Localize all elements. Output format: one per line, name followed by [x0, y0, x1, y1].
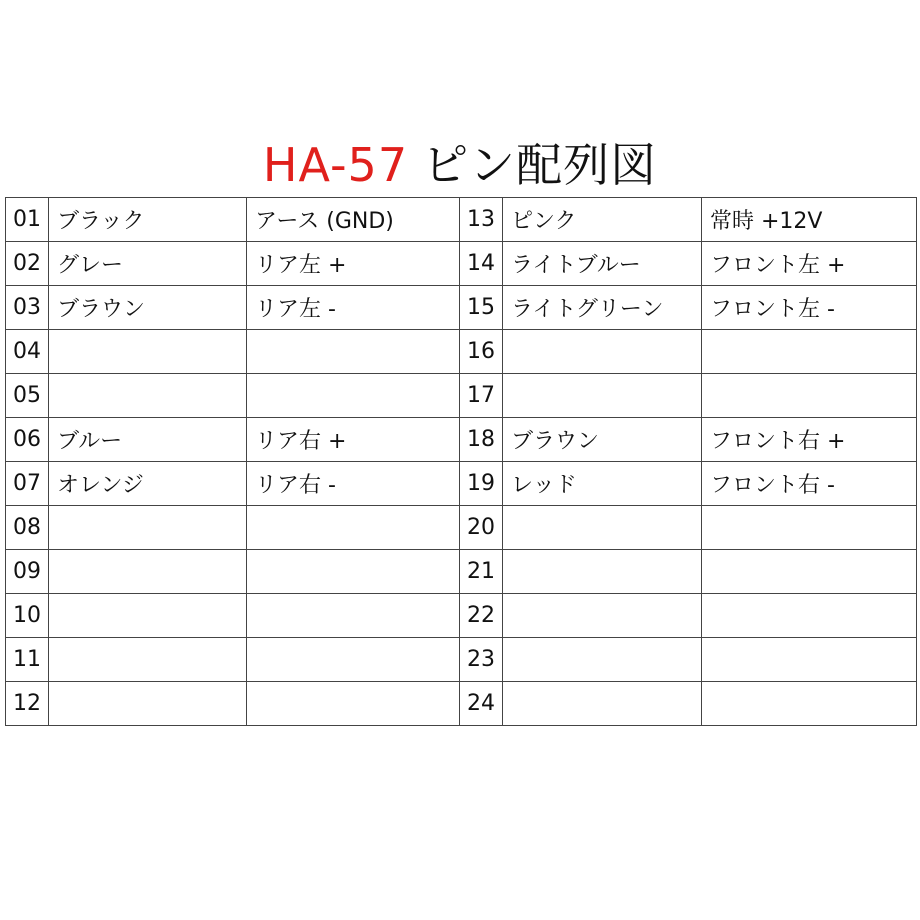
pin-function: [247, 374, 460, 418]
wire-color: [49, 682, 247, 726]
wire-color: [503, 682, 702, 726]
pin-function: [247, 594, 460, 638]
table-row: [6, 594, 917, 638]
wire-color: [49, 506, 247, 550]
pin-function: アース (GND): [247, 198, 460, 242]
model-name: HA-57: [262, 138, 409, 192]
pin-function: [702, 638, 917, 682]
pin-function: リア左 -: [247, 286, 460, 330]
pin-number: 05: [6, 374, 49, 418]
wire-color: ブラウン: [503, 418, 702, 462]
wire-color: [503, 374, 702, 418]
pin-number: 23: [460, 638, 503, 682]
table-row: [6, 638, 917, 682]
wire-color: [503, 594, 702, 638]
table-row: [6, 286, 917, 330]
pin-number: 15: [460, 286, 503, 330]
wire-color: ピンク: [503, 198, 702, 242]
pin-function: フロント左 -: [702, 286, 917, 330]
wire-color: [503, 330, 702, 374]
pin-function: [702, 330, 917, 374]
table-row: [6, 418, 917, 462]
wire-color: [503, 638, 702, 682]
pin-function: リア左 +: [247, 242, 460, 286]
pin-function: [702, 594, 917, 638]
pin-table-body: [6, 198, 917, 726]
pin-function: [247, 506, 460, 550]
pin-number: 04: [6, 330, 49, 374]
wire-color: [49, 594, 247, 638]
pin-number: 17: [460, 374, 503, 418]
pin-number: 19: [460, 462, 503, 506]
pin-function: [702, 550, 917, 594]
page-title: [0, 132, 920, 198]
pin-number: 13: [460, 198, 503, 242]
pin-function: [702, 682, 917, 726]
wire-color: [503, 550, 702, 594]
wire-color: [49, 638, 247, 682]
table-row: [6, 550, 917, 594]
pin-number: 22: [460, 594, 503, 638]
pin-number: 24: [460, 682, 503, 726]
title-label: ピン配列図: [422, 138, 658, 192]
pin-number: 18: [460, 418, 503, 462]
wire-color: [49, 550, 247, 594]
pin-number: 14: [460, 242, 503, 286]
pin-function: フロント右 -: [702, 462, 917, 506]
wire-color: [49, 330, 247, 374]
pin-function: [247, 330, 460, 374]
pin-number: 07: [6, 462, 49, 506]
wire-color: ライトグリーン: [503, 286, 702, 330]
pin-function: [247, 682, 460, 726]
pin-number: 20: [460, 506, 503, 550]
table-row: [6, 506, 917, 550]
pin-number: 09: [6, 550, 49, 594]
pin-function: [702, 506, 917, 550]
pin-number: 11: [6, 638, 49, 682]
wire-color: ブラック: [49, 198, 247, 242]
wire-color: オレンジ: [49, 462, 247, 506]
wire-color: [503, 506, 702, 550]
pin-function: フロント右 +: [702, 418, 917, 462]
pin-number: 21: [460, 550, 503, 594]
pin-number: 03: [6, 286, 49, 330]
pin-number: 06: [6, 418, 49, 462]
pin-number: 08: [6, 506, 49, 550]
wire-color: レッド: [503, 462, 702, 506]
pin-number: 12: [6, 682, 49, 726]
pin-function: [247, 550, 460, 594]
table-row: [6, 242, 917, 286]
wire-color: ブラウン: [49, 286, 247, 330]
wire-color: [49, 374, 247, 418]
pin-function: フロント左 +: [702, 242, 917, 286]
wire-color: ブルー: [49, 418, 247, 462]
table-row: [6, 198, 917, 242]
wire-color: グレー: [49, 242, 247, 286]
table-row: [6, 374, 917, 418]
pin-assignment-table: [5, 197, 917, 726]
pin-number: 10: [6, 594, 49, 638]
pin-number: 02: [6, 242, 49, 286]
pin-number: 01: [6, 198, 49, 242]
table-row: [6, 462, 917, 506]
pin-function: リア右 +: [247, 418, 460, 462]
pin-function: リア右 -: [247, 462, 460, 506]
pin-number: 16: [460, 330, 503, 374]
wire-color: ライトブルー: [503, 242, 702, 286]
table-row: [6, 682, 917, 726]
pin-function: 常時 +12V: [702, 198, 917, 242]
pin-function: [702, 374, 917, 418]
pin-function: [247, 638, 460, 682]
table-row: [6, 330, 917, 374]
